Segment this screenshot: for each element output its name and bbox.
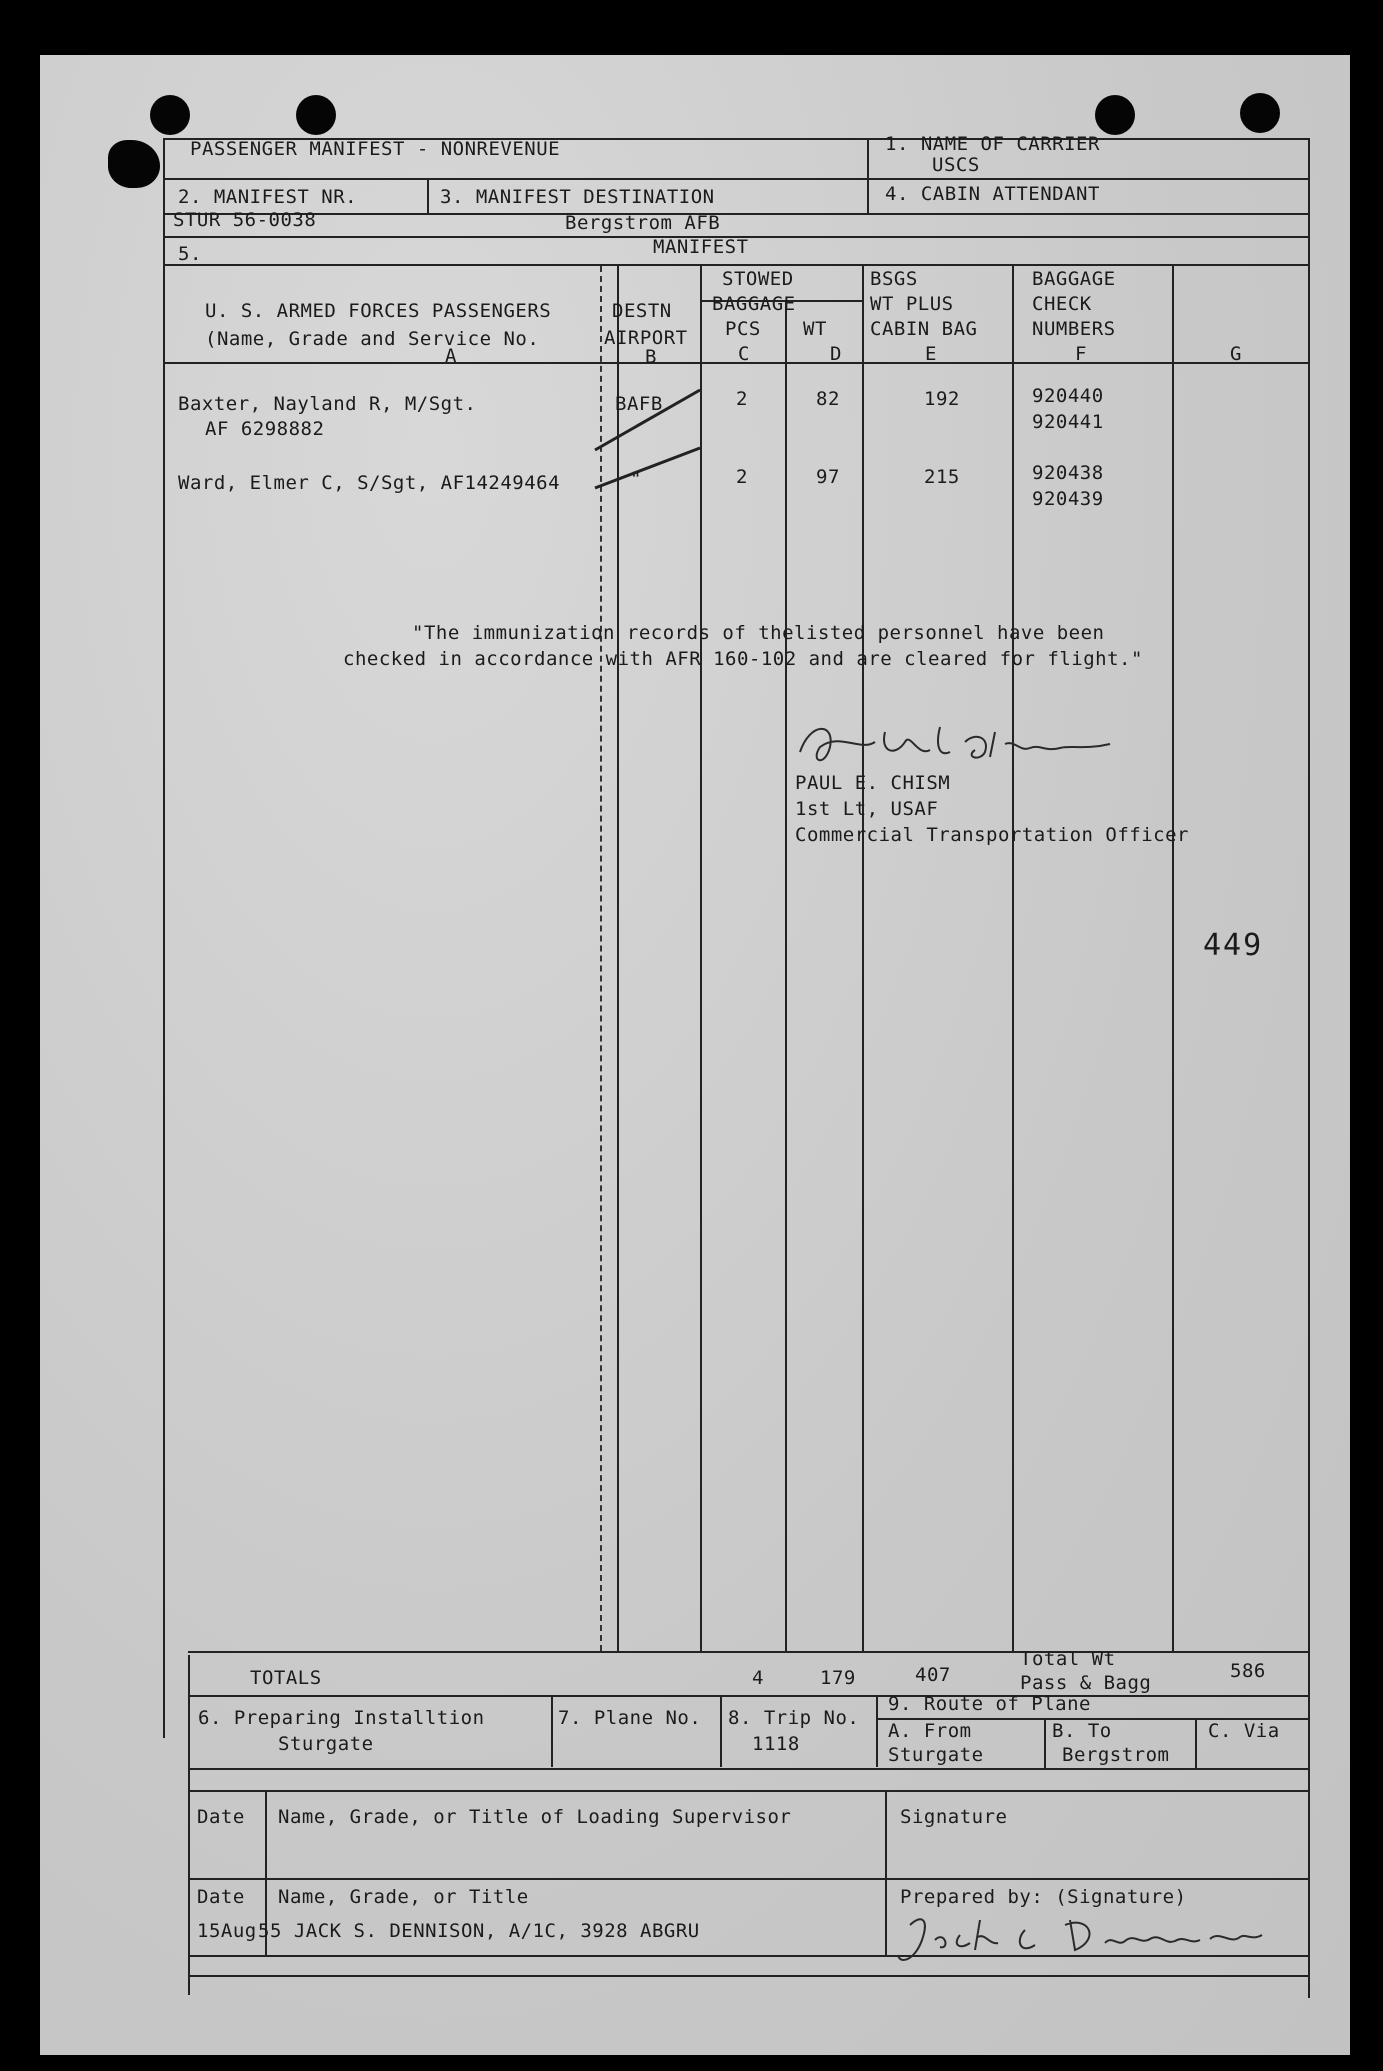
plane-no-label: 7. Plane No. <box>558 1707 702 1729</box>
route-from-label: A. From <box>888 1720 972 1742</box>
col-c-letter: C <box>738 343 750 365</box>
carrier-label: 1. NAME OF CARRIER <box>885 133 1100 155</box>
col-e-subheader: WT PLUS <box>870 293 954 315</box>
total-wt-label: Total Wt <box>1020 1648 1116 1670</box>
date-value: 15Aug <box>197 1920 257 1942</box>
stowed-subheader: BAGGAGE <box>712 293 796 315</box>
stowed-header: STOWED <box>722 268 794 290</box>
officer-name: PAUL E. CHISM <box>795 772 951 794</box>
punch-hole <box>1095 95 1135 135</box>
col-f-letter: F <box>1075 343 1087 365</box>
col-a-header: U. S. ARMED FORCES PASSENGERS <box>205 300 552 322</box>
totals-total: 407 <box>915 1664 951 1686</box>
passenger-1-total: 192 <box>924 388 960 410</box>
passenger-1-service-no: AF 6298882 <box>205 418 325 440</box>
passenger-1-pcs: 2 <box>736 388 748 410</box>
trip-no-label: 8. Trip No. <box>728 1707 860 1729</box>
certification-line-1: "The immunization records of thelisted personnel have been <box>412 622 1105 644</box>
col-b-letter: B <box>645 346 657 368</box>
preparer-signature <box>890 1905 1270 1975</box>
col-a-subheader: (Name, Grade and Service No. <box>205 328 540 350</box>
trip-no-value: 1118 <box>752 1733 800 1755</box>
col-c-header: PCS <box>725 318 761 340</box>
totals-pcs: 4 <box>752 1667 764 1689</box>
prepared-by-label: Prepared by: (Signature) <box>900 1886 1187 1908</box>
punch-hole <box>150 95 190 135</box>
passenger-1-dest: BAFB <box>615 393 663 415</box>
passenger-2-name: Ward, Elmer C, S/Sgt, AF14249464 <box>178 472 561 494</box>
passenger-1-check-1: 920440 <box>1032 385 1104 407</box>
route-label: 9. Route of Plane <box>888 1693 1091 1715</box>
page-number: 449 <box>1203 928 1264 963</box>
totals-label: TOTALS <box>250 1667 322 1689</box>
totals-wt: 179 <box>820 1667 856 1689</box>
date-label: Date <box>197 1806 245 1828</box>
pen-stroke <box>590 380 710 500</box>
manifest-heading: MANIFEST <box>653 236 749 258</box>
route-from-value: Sturgate <box>888 1744 984 1766</box>
col-d-header: WT <box>803 318 827 340</box>
cabin-attendant-label: 4. CABIN ATTENDANT <box>885 183 1100 205</box>
preparing-installation-label: 6. Preparing Installtion <box>198 1707 485 1729</box>
preparer-name: 55 JACK S. DENNISON, A/1C, 3928 ABGRU <box>258 1920 700 1942</box>
col-e-header: BSGS <box>870 268 918 290</box>
manifest-number-value: STUR 56-0038 <box>173 209 317 231</box>
punch-hole <box>1240 93 1280 133</box>
total-wt-value: 586 <box>1230 1660 1266 1682</box>
carrier-value: USCS <box>932 154 980 176</box>
block-5-label: 5. <box>178 243 202 265</box>
route-via-label: C. Via <box>1208 1720 1280 1742</box>
col-f-header: BAGGAGE <box>1032 268 1116 290</box>
col-d-letter: D <box>830 343 842 365</box>
manifest-number-label: 2. MANIFEST NR. <box>178 186 358 208</box>
route-to-value: Bergstrom <box>1062 1744 1170 1766</box>
passenger-1-name: Baxter, Nayland R, M/Sgt. <box>178 393 477 415</box>
col-f-subheader: CHECK <box>1032 293 1092 315</box>
passenger-1-check-2: 920441 <box>1032 411 1104 433</box>
passenger-2-total: 215 <box>924 466 960 488</box>
passenger-2-wt: 97 <box>816 466 840 488</box>
col-b-header: DESTN <box>612 300 672 322</box>
officer-rank: 1st Lt, USAF <box>795 798 939 820</box>
form-title: PASSENGER MANIFEST - NONREVENUE <box>190 138 561 160</box>
col-g-letter: G <box>1230 343 1242 365</box>
col-e-letter: E <box>925 343 937 365</box>
col-f-subheader-2: NUMBERS <box>1032 318 1116 340</box>
passenger-2-pcs: 2 <box>736 466 748 488</box>
col-a-letter: A <box>445 345 457 367</box>
name-grade-title-label: Name, Grade, or Title <box>278 1886 529 1908</box>
col-e-subheader-2: CABIN BAG <box>870 318 978 340</box>
signature-label: Signature <box>900 1806 1008 1828</box>
punch-hole <box>108 140 160 188</box>
passenger-2-dest: " <box>630 468 642 490</box>
col-b-subheader: AIRPORT <box>604 327 688 349</box>
date-label-2: Date <box>197 1886 245 1908</box>
destination-value: Bergstrom AFB <box>565 212 721 234</box>
route-to-label: B. To <box>1052 1720 1112 1742</box>
certification-line-2: checked in accordance with AFR 160-102 and are cleared for flight." <box>343 648 1143 670</box>
loading-supervisor-label: Name, Grade, or Title of Loading Supervisor <box>278 1806 792 1828</box>
officer-title: Commercial Transportation Officer <box>795 824 1189 846</box>
destination-label: 3. MANIFEST DESTINATION <box>440 186 715 208</box>
punch-hole <box>296 95 336 135</box>
total-wt-sublabel: Pass & Bagg <box>1020 1672 1152 1694</box>
passenger-2-check-1: 920438 <box>1032 462 1104 484</box>
passenger-2-check-2: 920439 <box>1032 488 1104 510</box>
preparing-installation-value: Sturgate <box>278 1733 374 1755</box>
passenger-1-wt: 82 <box>816 388 840 410</box>
